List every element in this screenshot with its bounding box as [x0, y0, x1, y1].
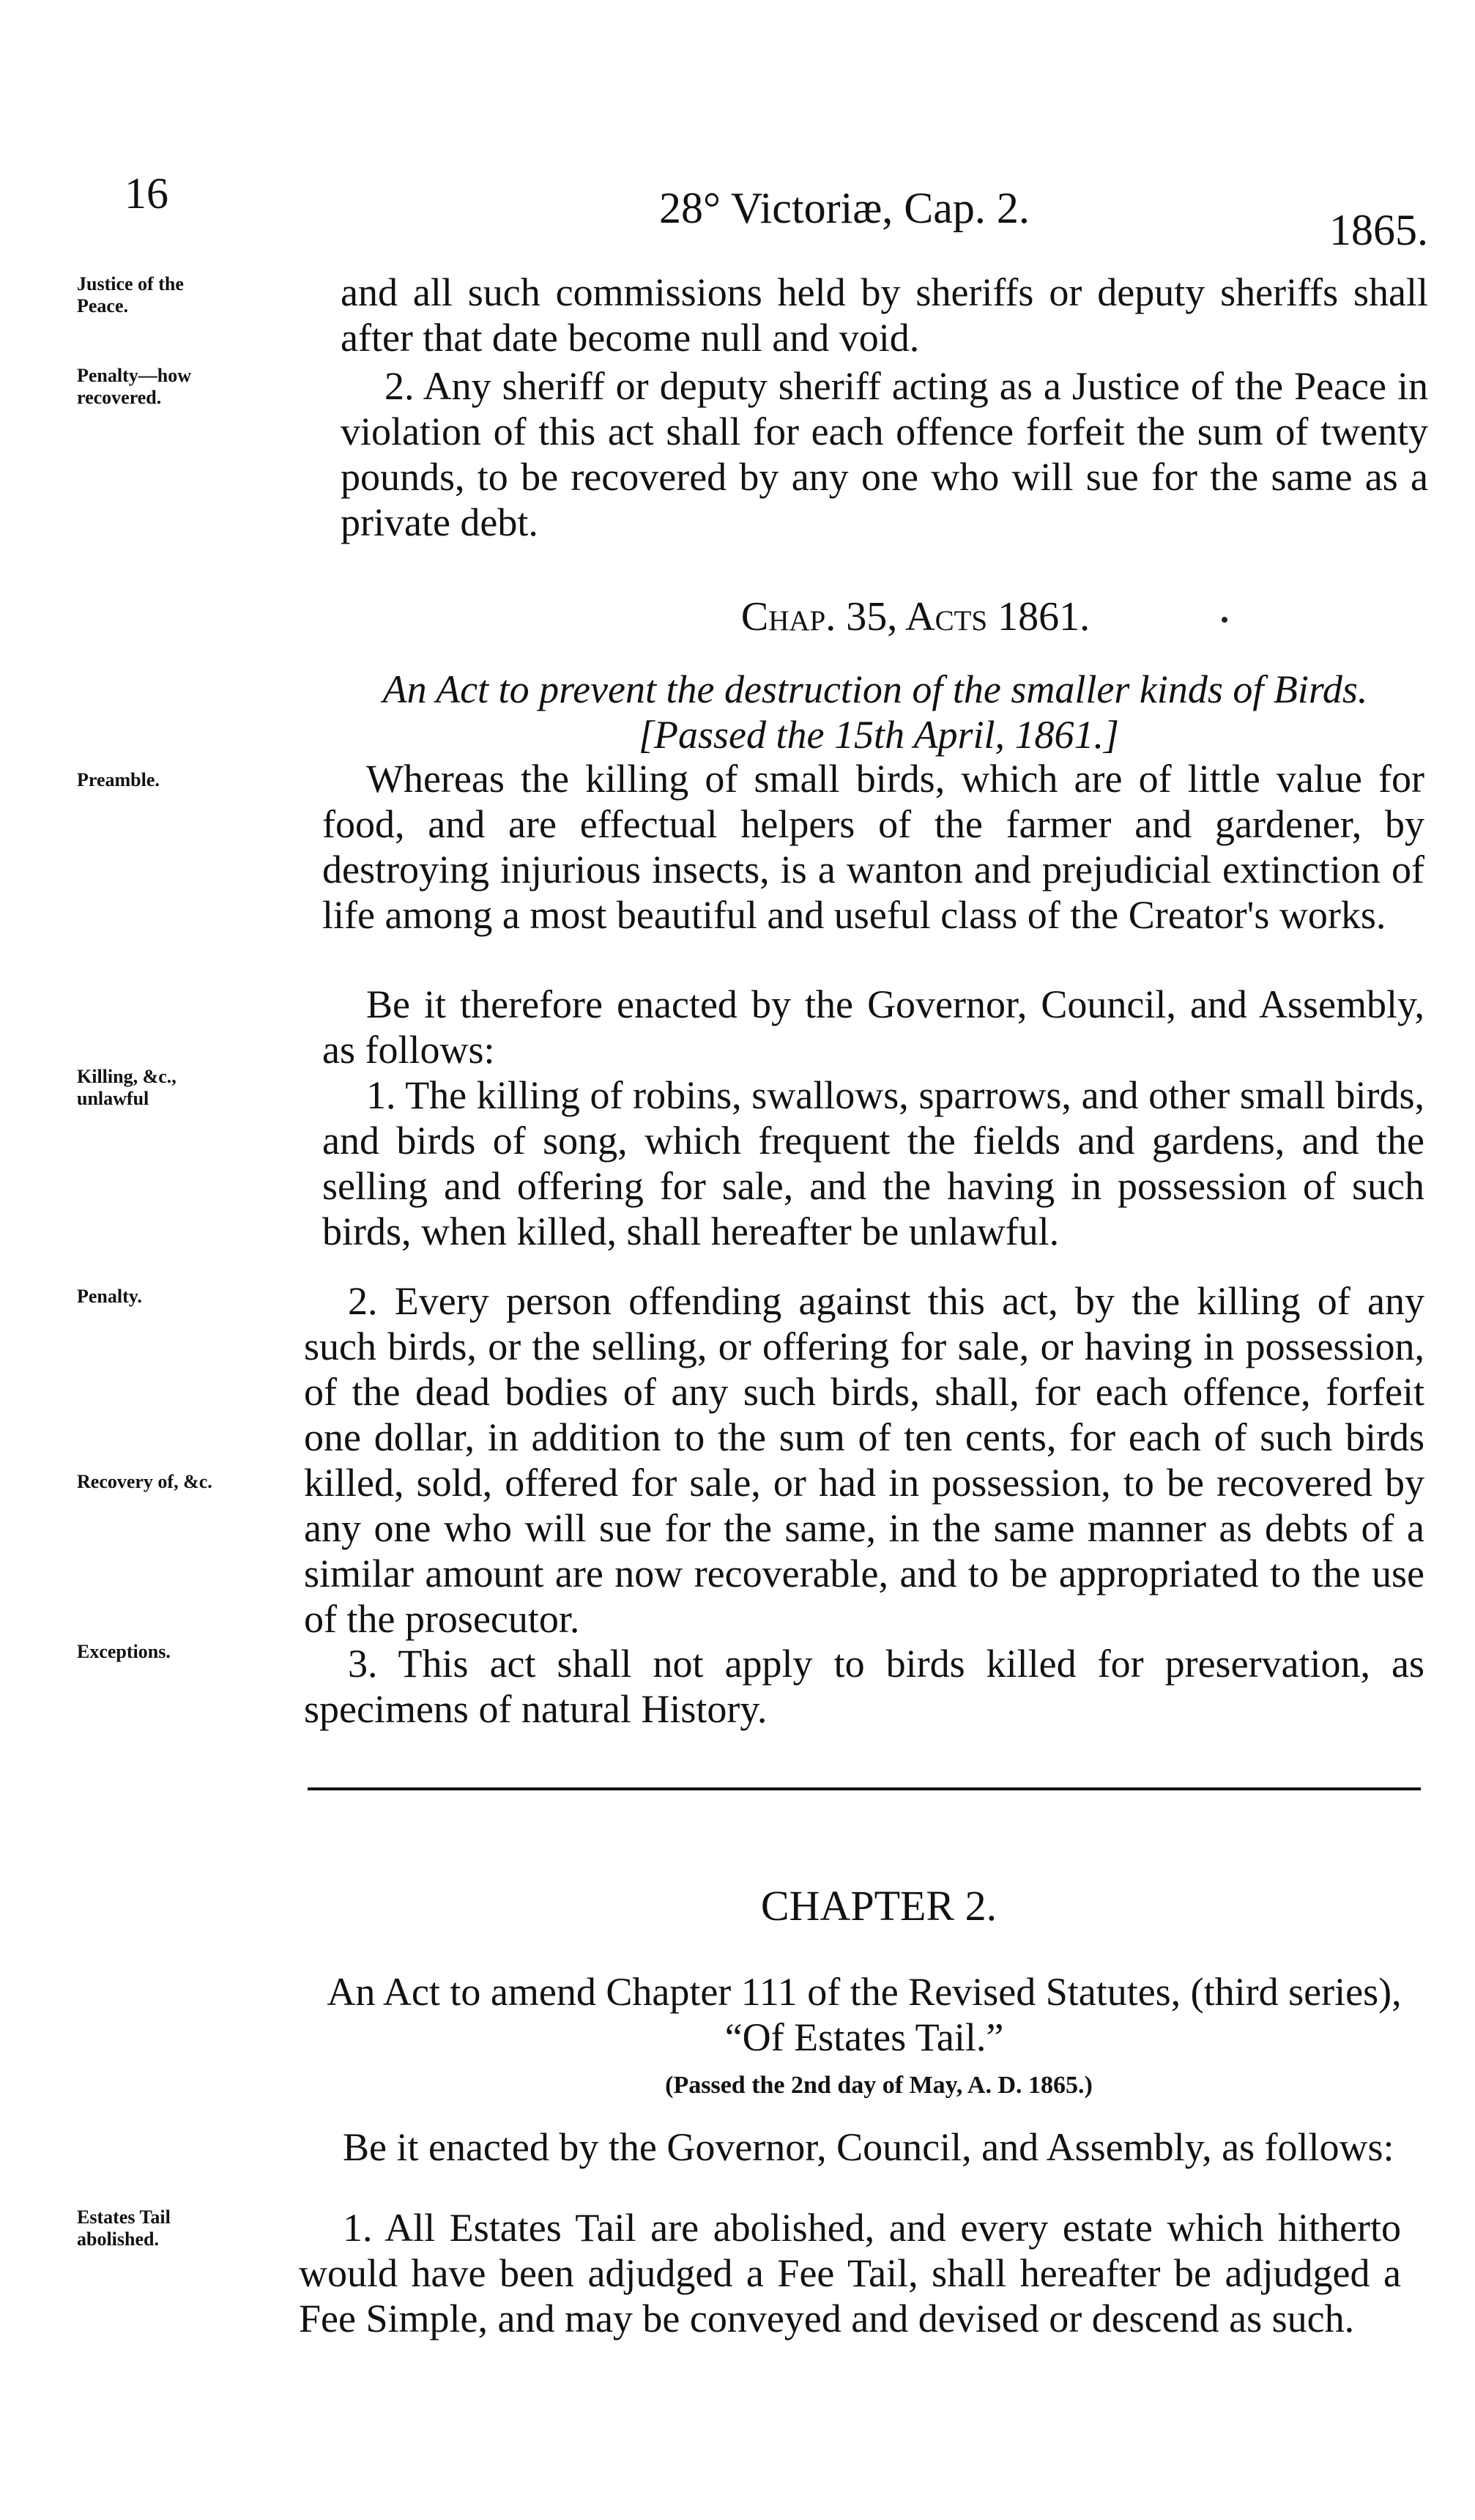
section-b-passed: [Passed the 15th April, 1861.] — [638, 713, 1119, 757]
section-a-continuation: and all such commissions held by sheriffs or deputy sheriffs shall after that date become null and void. — [341, 270, 1428, 360]
section-c-passed: (Passed the 2nd day of May, A. D. 1865.) — [665, 2072, 1093, 2099]
running-title: 28° Victoriæ, Cap. 2. — [659, 184, 1030, 232]
section-b-heading: Chap. 35, Acts 1861. — [740, 594, 1091, 640]
page-speck — [1222, 617, 1227, 623]
margin-note-exceptions: Exceptions. — [77, 1641, 171, 1662]
section-c-enacting: Be it enacted by the Governor, Council, and Assembly, as follows: — [343, 2125, 1394, 2169]
section-b-act-title: An Act to prevent the destruction of the smaller kinds of Birds. — [382, 667, 1368, 711]
section-divider — [308, 1787, 1421, 1790]
page-number: 16 — [125, 169, 168, 218]
section-c-para-1: 1. All Estates Tail are abolished, and every estate which hitherto would have been adjudged a Fee Tail, shall hereafter be adjudged a Fee Simple, and may be conveyed and devised or descend as such. — [299, 2206, 1401, 2341]
section-b-preamble: Whereas the killing of small birds, which are of little value for food, and are effectual helpers of the farmer and gardener, by destroying injurious insects, is a wanton and prejudicial extinction of life among a most beautiful and useful class of the Creator's works. — [322, 757, 1424, 937]
margin-note-killing-unlawful: Killing, &c., unlawful — [77, 1066, 177, 1109]
section-b-para-3: 3. This act shall not apply to birds killed for preservation, as specimens of natural History. — [304, 1642, 1424, 1731]
margin-note-preamble: Preamble. — [77, 769, 160, 790]
margin-note-justice: Justice of the Peace. — [77, 273, 184, 316]
section-c-act-title: An Act to amend Chapter 111 of the Revised Statutes, (third series), “Of Estates Tail.” — [327, 1970, 1402, 2059]
margin-note-penalty: Penalty. — [77, 1286, 142, 1307]
section-c-heading: CHAPTER 2. — [760, 1882, 997, 1930]
margin-note-estates-tail: Estates Tail abolished. — [77, 2206, 171, 2250]
section-b-enacting: Be it therefore enacted by the Governor, Council, and Assembly, as follows: — [322, 982, 1424, 1072]
margin-note-recovery: Recovery of, &c. — [77, 1471, 212, 1492]
margin-note-penalty-recovered: Penalty—how recovered. — [77, 365, 191, 408]
section-b-para-1: 1. The killing of robins, swallows, sparrows, and other small birds, and birds of song, which frequent the fields and gardens, and the selling and offering for sale, and the having in possession of such birds, when killed, shall hereafter be unlawful. — [322, 1073, 1424, 1253]
running-year: 1865. — [1329, 206, 1428, 254]
section-b-para-2: 2. Every person offending against this act, by the killing of any such birds, or the selling, or offering for sale, or having in possession, of the dead bodies of any such birds, shall, for each offence, forfeit one dollar, in addition to the sum of ten cents, for each of such birds killed, sold, offered for sale, or had in possession, to be recovered by any one who will sue for the same, in the same manner as debts of a similar amount are now recoverable, and to be appropriated to the use of the prosecutor. — [304, 1279, 1424, 1641]
section-a-para-2: 2. Any sheriff or deputy sheriff acting as a Justice of the Peace in violation of this act shall for each offence forfeit the sum of twenty pounds, to be recovered by any one who will sue for the same as a private debt. — [341, 364, 1428, 544]
